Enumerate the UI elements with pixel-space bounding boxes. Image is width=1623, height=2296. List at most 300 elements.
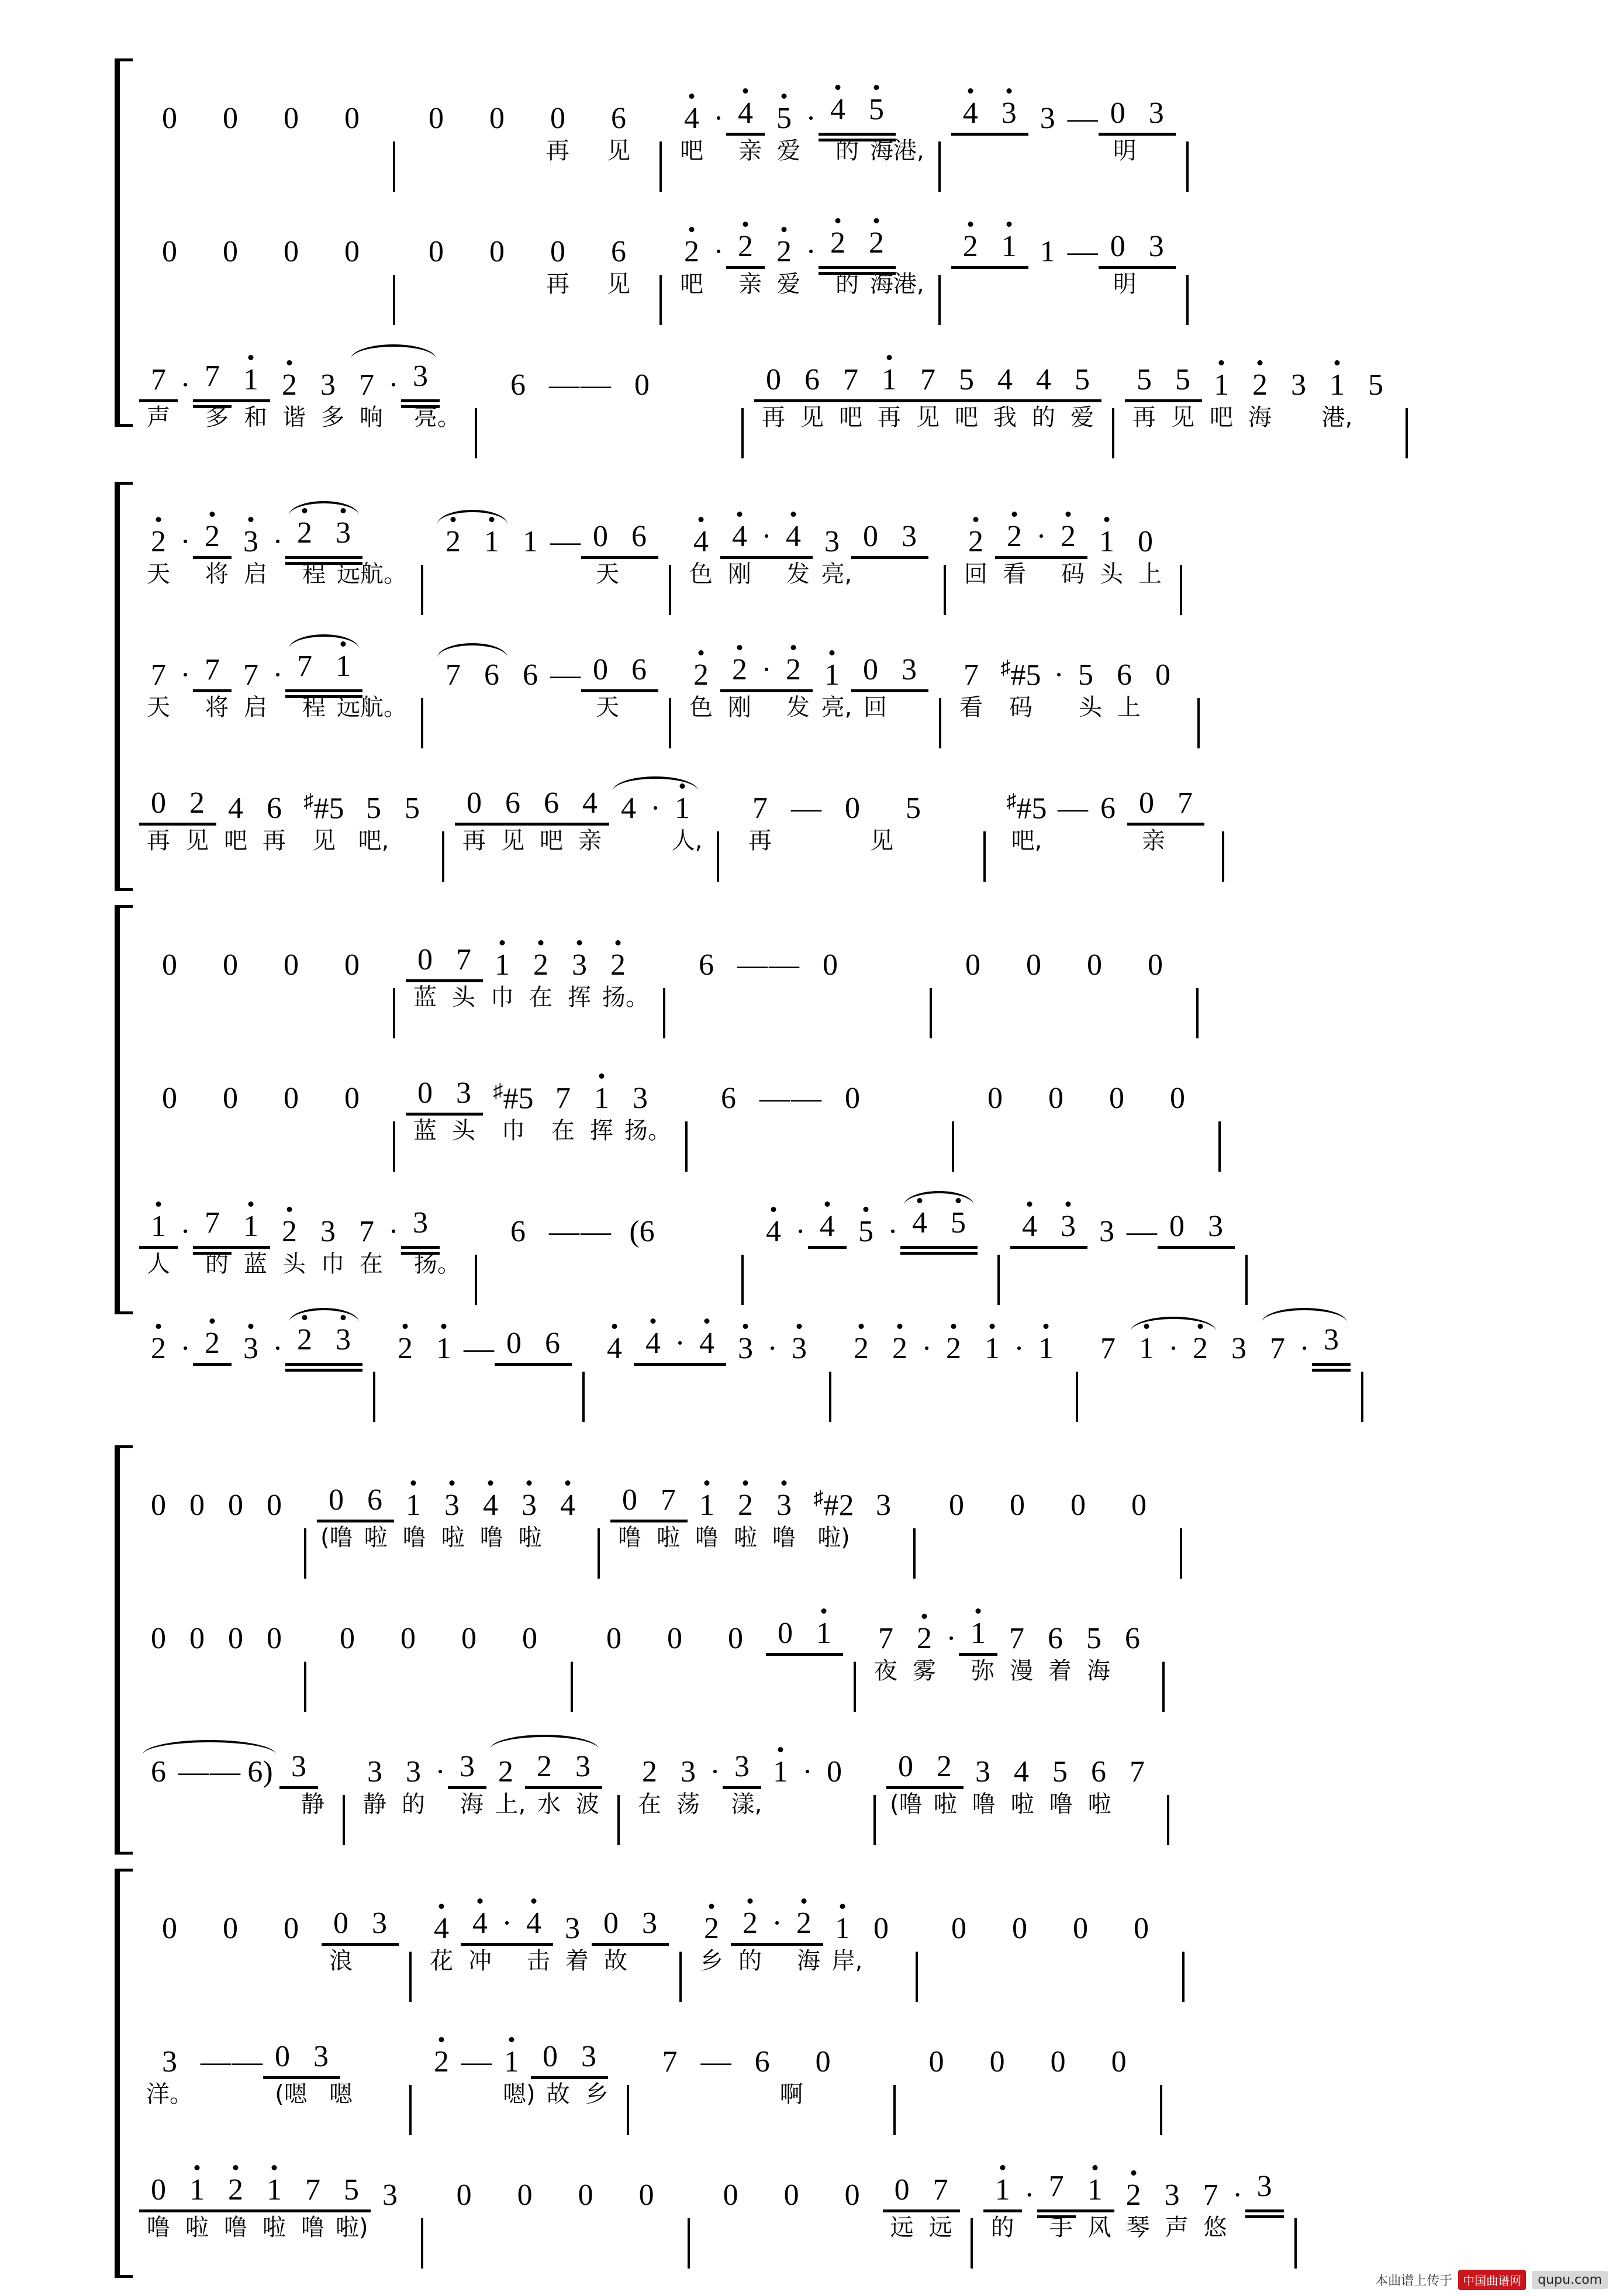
lyric-spacer [372,2212,410,2243]
note: 3 [324,1323,362,1357]
lyric: 刚 [728,694,751,721]
lyric-spacer [548,402,609,433]
note: 0 [1026,948,1041,982]
note: 3 [320,1215,336,1248]
barline [854,1662,856,1712]
note: 3 [902,520,917,553]
lyric-row [754,402,1101,458]
note: 0 [638,2178,654,2212]
note: 2 [498,1755,513,1789]
barline [627,2085,629,2135]
lyric: 着 [565,1948,589,1974]
note-row [952,624,1187,692]
augmentation-dot: · [180,368,191,402]
note: 3 [633,1082,648,1115]
lyric: 吧 [540,827,563,854]
beamed-group [720,520,813,559]
measure [682,491,933,615]
barline [393,275,395,325]
hold-dash: — [791,1082,821,1115]
note: 0 [815,2045,831,2079]
beamed-group [995,520,1087,559]
beamed-group [531,2040,608,2079]
measure [434,2145,677,2269]
beamed-group [819,226,896,269]
lyric: 故 [546,2081,570,2108]
note: 7 [920,363,935,396]
barline [421,2218,423,2269]
staff-voice-3 [63,2135,1560,2269]
note-row [672,68,928,136]
lyric: 码 [1061,561,1085,588]
note: 5 [405,792,420,825]
barline [373,1372,375,1422]
lyric-row [434,2212,677,2269]
lyric: 雾 [913,1658,936,1684]
note: 4 [951,96,990,130]
lyric: 头 [452,1117,475,1144]
note: 0 [417,1076,433,1110]
measure [928,1878,1172,2002]
lyric: 看 [959,694,983,721]
note: 0 [723,2178,738,2212]
barline [663,988,665,1038]
lyric-row [422,2079,616,2135]
note: 7 [139,363,178,402]
note: 7 [1037,2170,1076,2212]
measure [730,758,973,882]
note: 2 [819,226,857,260]
lyric-spacer [391,1249,410,1279]
measure [965,1048,1208,1172]
beamed-group [851,520,928,559]
note: 0 [223,1082,238,1115]
hold-dash: — [737,948,768,982]
note: 0 [162,235,177,268]
lyric-spacer [1086,1116,1147,1146]
note: 3 [1148,96,1164,130]
measure [906,2011,1149,2135]
lyric-spacer [178,559,198,589]
lyric-spacer [820,1116,880,1146]
credit-text: 本曲谱上传于 [1375,2274,1453,2288]
lyric: 色 [689,694,713,721]
augmentation-dot: · [713,102,724,135]
lyric: 爱 [777,137,800,164]
note-row [386,1298,572,1366]
note: 0 [951,1912,966,1945]
lyric-spacer [759,1116,820,1146]
note: 0 [949,1489,964,1522]
lyric-spacer [322,269,382,299]
lyric: 再 [546,137,569,164]
note: 5 [366,792,381,825]
lyric: 爱 [777,271,800,298]
note: 3 [313,2040,329,2073]
note: 2 [692,1912,731,1946]
note: 7 [359,1215,374,1248]
note: 7 [661,1483,676,1517]
lyric-spacer [965,1116,1025,1146]
note: 0 [766,363,781,396]
lyric-spacer [842,1366,880,1396]
lyric-spacer [1028,269,1067,299]
note: 6 [1117,658,1132,692]
sharp-icon: ♯ [813,1487,824,1509]
note: 6 [510,368,526,402]
lyric-spacer [609,402,670,433]
lyric: 见 [607,137,630,164]
lyric: 啦 [933,1791,957,1818]
note-row [317,1455,587,1522]
measure [754,334,1101,458]
lyric: 多 [205,404,229,431]
lyric: 头 [1100,561,1123,588]
note-row [139,758,431,826]
note-row [422,1878,669,1946]
note: 0 [1139,786,1154,820]
lyric: 上 [1117,694,1141,721]
note: 3 [162,2045,177,2079]
note-row [886,1721,1156,1789]
note: 2 [285,516,324,550]
note-row [951,201,1176,269]
lyric-row [610,1522,903,1579]
staff-voice-2 [63,192,1560,325]
measure [630,1721,863,1845]
lyric-spacer [808,136,828,166]
lyric-spacer [391,402,410,433]
note: 1 [139,1210,178,1249]
note: 3 [320,368,336,402]
barline [669,565,671,615]
lyric-spacer [1051,692,1071,723]
note: 5 [1086,1622,1101,1655]
note: 2 [139,1332,178,1366]
lyric [139,136,200,166]
note: 2 [731,1907,769,1941]
note: 5 [765,102,803,136]
lyric-spacer [824,1789,863,1819]
measure [139,334,464,458]
measure [886,1721,1156,1845]
staff-voice-2 [63,1579,1560,1712]
lyric-row [640,2079,883,2135]
lyric: 漫 [1010,1658,1033,1684]
lyric-row [139,1522,293,1579]
lyric: 手 [1049,2214,1073,2241]
note-row [866,1588,1152,1656]
augmentation-dot: · [1232,2178,1243,2212]
note: 0 [344,235,360,268]
note: 6 [699,948,714,982]
lyric: 的 [835,137,859,164]
lyric: 噜 [479,1524,503,1551]
note: 3 [1164,2178,1180,2212]
beamed-group [1158,1210,1235,1249]
note: 2 [642,1755,657,1789]
note: 5 [344,2173,359,2207]
note: 3 [1312,1323,1351,1366]
note: 6 [1100,792,1116,825]
note: 4 [621,792,636,825]
note: 1 [255,2173,293,2207]
lyric: 和 [244,404,267,431]
lyric-spacer [178,1249,198,1279]
note: 3 [575,1750,591,1783]
note: 2 [537,1750,552,1783]
note: 2 [880,1332,919,1366]
lyric-spacer [200,982,261,1013]
note: 4 [726,96,765,136]
note: 0 [517,2178,533,2212]
note-row [951,68,1176,136]
note: 2 [726,1489,765,1522]
measure [942,914,1186,1038]
lyric-row [928,1946,1172,2002]
lyric-spacer [609,1249,670,1279]
measure [488,1181,731,1305]
lyric-spacer [360,2079,399,2109]
lyric: 头 [1079,694,1102,721]
note: 7 [1100,1332,1116,1365]
lyric-spacer [926,1522,987,1553]
lyric-row [139,269,382,325]
slur-group [486,1750,602,1789]
lyric: 噜 [695,1524,719,1551]
lyric-row [1089,1366,1351,1422]
note: 1 [973,1332,1011,1366]
lyric: 码 [1009,694,1032,721]
measure [595,1298,819,1422]
lyric: 再 [878,404,901,431]
lyric-spacer [499,1656,560,1686]
slur-group [285,1323,362,1366]
lyric-spacer [548,1249,609,1279]
lyric-row [866,1656,1152,1712]
lyric-spacer [711,136,731,166]
note: 0 [284,1912,299,1945]
lyric-spacer [648,826,668,856]
lyric: 噜 [301,2214,324,2241]
measure [139,68,382,192]
lyric: 噜 [224,2214,247,2241]
lyric: (嗯 [275,2081,308,2108]
measure [698,1048,941,1172]
lyric-row [682,559,933,615]
note-row [1089,1298,1351,1366]
augmentation-dot: · [946,1622,956,1655]
note: 7 [933,2173,948,2207]
lyric: 远航。 [337,561,407,588]
lyric-row [672,136,928,192]
note: 7 [752,792,768,825]
lyric: 再 [546,271,569,298]
note: 2 [785,1907,823,1941]
lyric-spacer [200,1116,261,1146]
measure [406,201,649,325]
note: 0 [1071,1489,1086,1522]
lyric-spacer [139,269,200,299]
measure [952,624,1187,748]
note: 6 [804,363,820,396]
augmentation-dot: · [1014,1332,1024,1365]
barline [1112,408,1114,458]
beamed-group [1099,230,1176,269]
lyric: 海港, [870,137,924,164]
lyric-spacer [759,559,779,589]
note-row [434,491,658,559]
note-row [956,491,1169,559]
lyric: 见 [916,404,940,431]
note: 6 [631,520,647,553]
lyric: 声 [1165,2214,1189,2241]
barline [393,1121,395,1172]
hold-dash: — [700,2045,731,2079]
note: 4 [548,1489,587,1522]
measure [139,1721,332,1845]
lyric: 巾 [491,984,514,1011]
barline [983,831,986,882]
lyric-spacer [360,1946,399,1976]
lyric-spacer [1356,402,1395,433]
note: 2 [934,1332,973,1366]
note: 4 [595,1332,634,1366]
lyric: 漾, [731,1791,762,1818]
note: 0 [151,1489,166,1522]
lyric: 亮。 [414,404,461,431]
lyric-spacer [910,1249,948,1279]
lyric: 见 [312,827,336,854]
lyric: 海港, [870,271,924,298]
note-row [676,914,919,982]
barline [1076,1372,1078,1422]
note: 1 [823,1912,862,1946]
beamed-group [285,516,362,559]
note: 2 [720,653,759,687]
lyric: 人 [147,1251,170,1278]
slur-group [139,1755,279,1789]
lyric-row [842,1366,1065,1422]
barline [930,988,932,1038]
lyric-row [139,1789,332,1845]
note: 5 [1137,363,1152,396]
lyric: 静 [363,1791,386,1818]
note-row [455,758,706,826]
note: 0 [550,235,565,268]
lyric: 巾 [502,1117,525,1144]
note: 3 [401,1206,440,1249]
note-row [139,2011,399,2079]
lyric-row [488,402,731,458]
note: 7 [1009,1622,1024,1655]
staff-voice-1 [63,905,1560,1038]
slur-group [347,360,440,402]
lyric: 洋。 [146,2081,193,2108]
lyric-spacer [928,1946,989,1976]
lyric-spacer [644,1656,705,1686]
lyric: 见 [185,827,209,854]
note: 6 [1048,1622,1063,1655]
note: 0 [489,102,505,135]
note: 1 [983,2173,1022,2212]
note: 0 [1087,948,1102,982]
lyric-spacer [261,1946,322,1976]
note: 6 [545,1327,560,1360]
lyric-spacer [851,1249,890,1279]
note: 2 [1181,1332,1220,1366]
note-row [692,1878,905,1946]
lyric: 挥 [590,1117,613,1144]
note: 0 [275,2040,290,2073]
lyric: 吧 [224,827,247,854]
lyric-spacer [1050,1946,1111,1976]
note: 0 [1048,1082,1063,1115]
lyric: 明 [1113,271,1137,298]
note: 0 [1170,1082,1185,1115]
note-row [996,758,1211,826]
note-row [942,914,1186,982]
lyric-spacer [1147,1116,1208,1146]
lyric-spacer [711,269,731,299]
note-row [583,1588,843,1656]
note-row [926,1455,1169,1522]
note: 1 [1127,1332,1166,1366]
note: 0 [898,1750,913,1783]
note: 0 [189,1489,205,1522]
note: 0 [1110,230,1125,263]
note: 0 [506,1327,522,1360]
note-row [754,334,1101,402]
note: 3 [975,1755,990,1789]
lyric: 多 [321,404,344,431]
lyric-spacer [1022,2212,1042,2243]
lyric-row [406,136,649,192]
note: 4 [682,525,720,559]
lyric-spacer [866,1946,905,1976]
note: 1 [1076,2173,1114,2212]
note: 0 [151,2173,166,2207]
lyric: 见 [800,404,824,431]
beamed-group [592,1907,669,1946]
augmentation-dot: · [761,520,772,553]
lyric-row [317,1656,560,1712]
barline [393,988,395,1038]
lyric-row [956,559,1169,615]
note: 3 [448,1750,486,1789]
augmentation-dot: · [180,525,191,558]
note: 3 [560,948,599,982]
lyric: 花 [430,1948,453,1974]
note: 3 [324,516,362,550]
lyric: (噜 [320,1524,353,1551]
lyric-spacer [804,1656,843,1686]
note: 5 [857,93,896,127]
lyric: 吧 [680,271,703,298]
note: 1 [394,1489,433,1522]
lyric: 噜 [402,1524,426,1551]
lyric [322,136,382,166]
staff-voice-2 [63,1038,1560,1172]
lyric: 的 [402,1791,425,1818]
lyric: 琴 [1126,2214,1150,2241]
beamed-group [322,1907,399,1946]
note: 0 [223,235,238,268]
note: 3 [765,1489,803,1522]
augmentation-dot: · [272,658,283,692]
lyric: 岸, [831,1948,863,1974]
measure [640,2011,883,2135]
